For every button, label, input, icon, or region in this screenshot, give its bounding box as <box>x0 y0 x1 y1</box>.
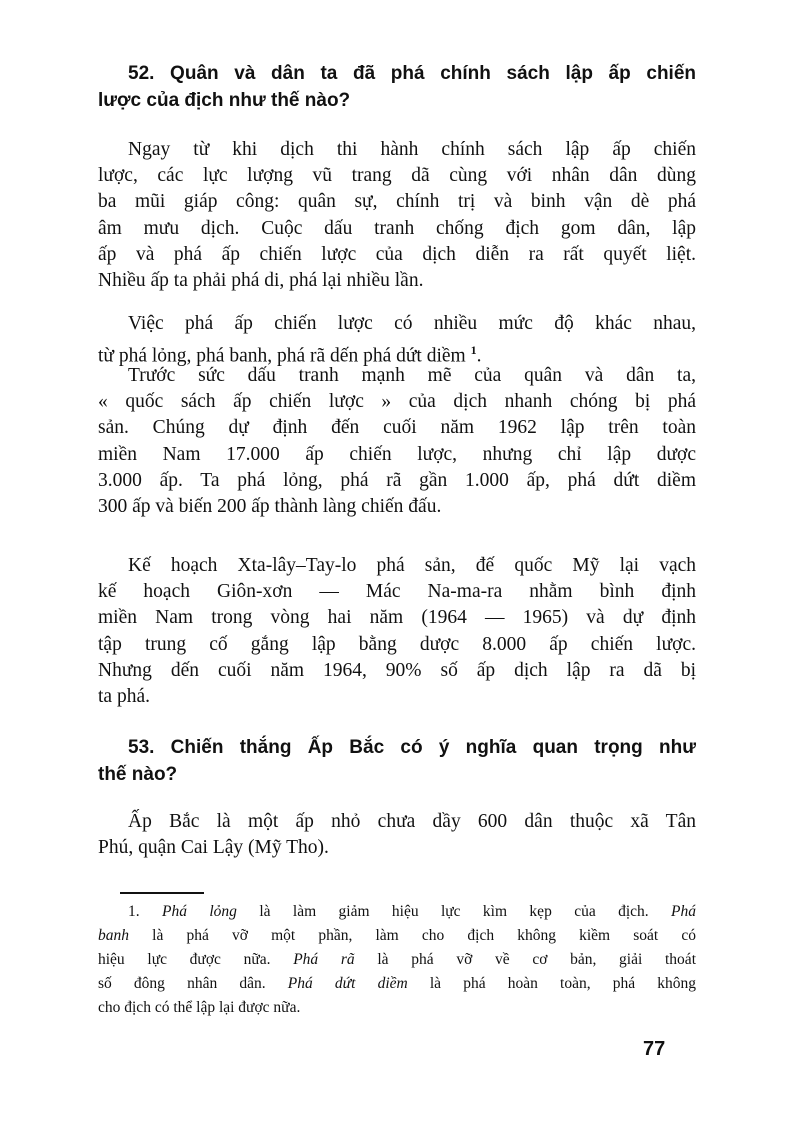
text-line <box>98 363 696 389</box>
text-line <box>98 494 696 520</box>
text-segment: . <box>476 345 482 367</box>
text-line <box>98 189 696 215</box>
text-segment: Ấp Bắc là một ấp nhỏ chưa dầy 600 dân thuộc xã Tân <box>128 811 696 832</box>
text-segment: miền Nam 17.000 ấp chiến lược, nhưng chỉ lập dược <box>98 443 696 465</box>
text-line <box>98 268 696 294</box>
text-line <box>98 468 696 494</box>
text-segment: banh <box>98 927 129 944</box>
text-segment: Kế hoạch Xta-lây–Tay-lo phá sản, đế quốc Mỹ lại vạch <box>128 555 696 576</box>
text-segment: lược của địch như thế nào? <box>98 90 351 111</box>
footnote <box>98 900 696 1020</box>
text-segment: là phá vỡ một phần, làm cho địch không kiềm soát có <box>129 927 696 944</box>
text-segment: Phá dứt diềm <box>287 975 408 992</box>
text-segment: Nhiều ấp ta phải phá di, phá lại nhiều lần. <box>98 270 424 292</box>
text-segment: hiệu lực được nữa. <box>98 951 294 968</box>
footnote-marker: 1 <box>470 343 477 358</box>
text-segment: từ phá lỏng, phá banh, phá rã dến phá dứt diềm <box>98 345 471 367</box>
text-segment: là phá vỡ về cơ bản, giải thoát <box>354 951 696 968</box>
text-line <box>98 60 696 87</box>
question-heading <box>98 60 696 114</box>
text-line <box>98 163 696 189</box>
paragraph <box>98 363 696 520</box>
paragraph <box>98 809 696 861</box>
text-line <box>98 658 696 684</box>
text-segment: Nhưng dến cuối năm 1964, 90% số ấp dịch lập ra dã bị <box>98 659 696 681</box>
question-heading <box>98 734 696 788</box>
text-line <box>98 311 696 337</box>
paragraph <box>98 553 696 710</box>
text-segment: âm mưu dịch. Cuộc dấu tranh chống địch gom dân, lập <box>98 217 696 239</box>
paragraph <box>98 137 696 294</box>
text-line <box>98 242 696 268</box>
text-segment: Trước sức dấu tranh mạnh mẽ của quân và dân ta, <box>128 365 696 386</box>
text-line <box>98 137 696 163</box>
text-segment: 3.000 ấp. Ta phá lỏng, phá rã gần 1.000 ấp, phá dứt diềm <box>98 469 696 491</box>
text-segment: thế nào? <box>98 764 178 785</box>
text-segment: ấp và phá ấp chiến lược của dịch diễn ra rất quyết liệt. <box>98 243 696 265</box>
text-line <box>98 809 696 835</box>
text-segment: tập trung cố gắng lập bằng dược 8.000 ấp chiến lược. <box>98 633 696 655</box>
text-line <box>98 632 696 658</box>
text-segment: 1. <box>128 903 163 920</box>
text-line <box>98 734 696 761</box>
text-segment: ba mũi giáp công: quân sự, chính trị và binh vận dè phá <box>98 191 696 213</box>
text-segment: là phá hoàn toàn, phá không <box>407 975 697 992</box>
text-segment: miền Nam trong vòng hai năm (1964 — 1965) và dự định <box>98 607 696 629</box>
text-line <box>98 972 696 996</box>
text-segment: « quốc sách ấp chiến lược » của dịch nhanh chóng bị phá <box>98 391 696 413</box>
text-line <box>98 216 696 242</box>
text-segment: cho địch có thể lập lại được nữa. <box>98 999 301 1016</box>
text-segment: Phá <box>671 903 697 920</box>
page-number: 77 <box>643 1038 666 1060</box>
text-line <box>98 553 696 579</box>
text-line <box>98 900 696 924</box>
text-segment: 53. Chiến thắng Ấp Bắc có ý nghĩa quan trọng như <box>128 737 696 758</box>
text-line <box>98 442 696 468</box>
text-line <box>98 835 696 861</box>
text-segment: kế hoạch Giôn-xơn — Mác Na-ma-ra nhằm bình định <box>98 581 696 603</box>
text-line <box>98 684 696 710</box>
text-segment: Ngay từ khi dịch thi hành chính sách lập ấp chiến <box>128 139 696 160</box>
text-line <box>98 761 696 788</box>
text-segment: Phú, quận Cai Lậy (Mỹ Tho). <box>98 837 329 859</box>
text-line <box>98 948 696 972</box>
text-segment: 300 ấp và biến 200 ấp thành làng chiến đấu. <box>98 496 442 518</box>
text-segment: Phá lỏng <box>162 903 237 920</box>
text-segment: lược, các lực lượng vũ trang dã cùng với nhân dân dùng <box>98 165 696 187</box>
text-line <box>98 579 696 605</box>
text-segment: Việc phá ấp chiến lược có nhiều mức độ khác nhau, <box>128 313 696 334</box>
text-line <box>98 924 696 948</box>
text-line <box>98 996 696 1020</box>
footnote-divider <box>120 892 204 894</box>
text-line <box>98 389 696 415</box>
text-segment: sản. Chúng dự định đến cuối năm 1962 lập trên toàn <box>98 417 696 439</box>
text-line <box>98 605 696 631</box>
text-segment: ta phá. <box>98 686 150 708</box>
text-segment: số đông nhân dân. <box>98 975 288 992</box>
paragraph <box>98 311 696 370</box>
text-segment: 52. Quân và dân ta đã phá chính sách lập ấp chiến <box>128 63 696 84</box>
text-line <box>98 415 696 441</box>
text-segment: Phá rã <box>293 951 355 968</box>
text-line <box>98 87 696 114</box>
text-segment: là làm giảm hiệu lực kìm kẹp của địch. <box>236 903 672 920</box>
